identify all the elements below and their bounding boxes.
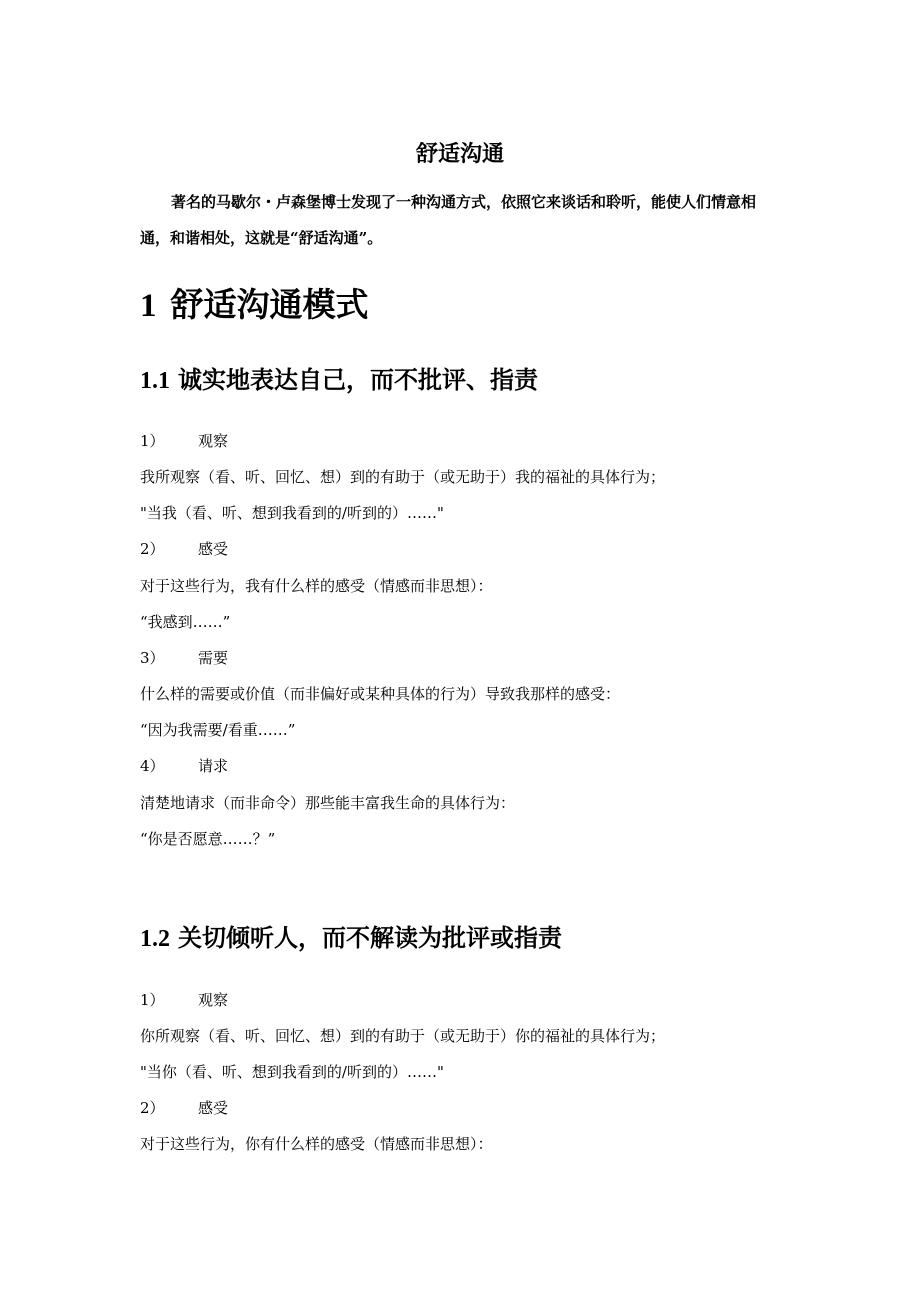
list-item-observe	[140, 429, 228, 453]
list-item-number: 1）	[140, 991, 165, 1009]
heading-1	[140, 280, 369, 331]
list-item-number: 2）	[140, 1099, 165, 1117]
list-item-number: 2）	[140, 540, 165, 558]
body-line: 清楚地请求（而非命令）那些能丰富我生命的具体行为：	[140, 794, 516, 812]
list-item-label: 观察	[198, 432, 229, 450]
body-line: "当我（看、听、想到我看到的/听到的）……"	[140, 504, 444, 522]
body-line: 对于这些行为，我有什么样的感受（情感而非思想）：	[140, 577, 493, 595]
heading-1-2-number: 1.2	[140, 926, 170, 952]
list-item-request	[140, 754, 228, 778]
list-item-number: 1）	[140, 432, 165, 450]
body-line: “你是否愿意……？”	[140, 830, 276, 848]
list-item-label: 请求	[198, 757, 229, 775]
heading-1-1-number: 1.1	[140, 368, 170, 394]
heading-1-number: 1	[140, 288, 157, 324]
heading-1-text: 舒适沟通模式	[170, 285, 369, 324]
list-item-feel	[140, 1096, 228, 1120]
list-item-number: 3）	[140, 649, 165, 667]
list-item-need	[140, 646, 228, 670]
list-item-label: 感受	[198, 540, 229, 558]
list-item-label: 感受	[198, 1099, 229, 1117]
body-line: “因为我需要/看重……”	[140, 721, 296, 739]
list-item-feel	[140, 537, 228, 561]
list-item-label: 需要	[198, 649, 229, 667]
intro-paragraph: 著名的马歇尔・卢森堡博士发现了一种沟通方式，依照它来谈话和聆听，能使人们情意相通，和谐相处，这就是“舒适沟通”。	[140, 193, 757, 247]
body-line: “我感到……”	[140, 613, 231, 631]
heading-1-1-text: 诚实地表达自己，而不批评、指责	[178, 365, 538, 394]
heading-1-2	[140, 920, 562, 957]
body-line: 我所观察（看、听、回忆、想）到的有助于（或无助于）我的福祉的具体行为；	[140, 468, 666, 486]
document-title: 舒适沟通	[415, 141, 504, 167]
body-line: 你所观察（看、听、回忆、想）到的有助于（或无助于）你的福祉的具体行为；	[140, 1027, 666, 1045]
body-line: 什么样的需要或价值（而非偏好或某种具体的行为）导致我那样的感受：	[140, 685, 621, 703]
heading-1-1	[140, 362, 538, 399]
list-item-number: 4）	[140, 757, 165, 775]
list-item-observe	[140, 988, 228, 1012]
body-line: 对于这些行为，你有什么样的感受（情感而非思想）：	[140, 1135, 493, 1153]
body-line: "当你（看、听、想到我看到的/听到的）……"	[140, 1063, 444, 1081]
heading-1-2-text: 关切倾听人，而不解读为批评或指责	[178, 923, 562, 952]
list-item-label: 观察	[198, 991, 229, 1009]
